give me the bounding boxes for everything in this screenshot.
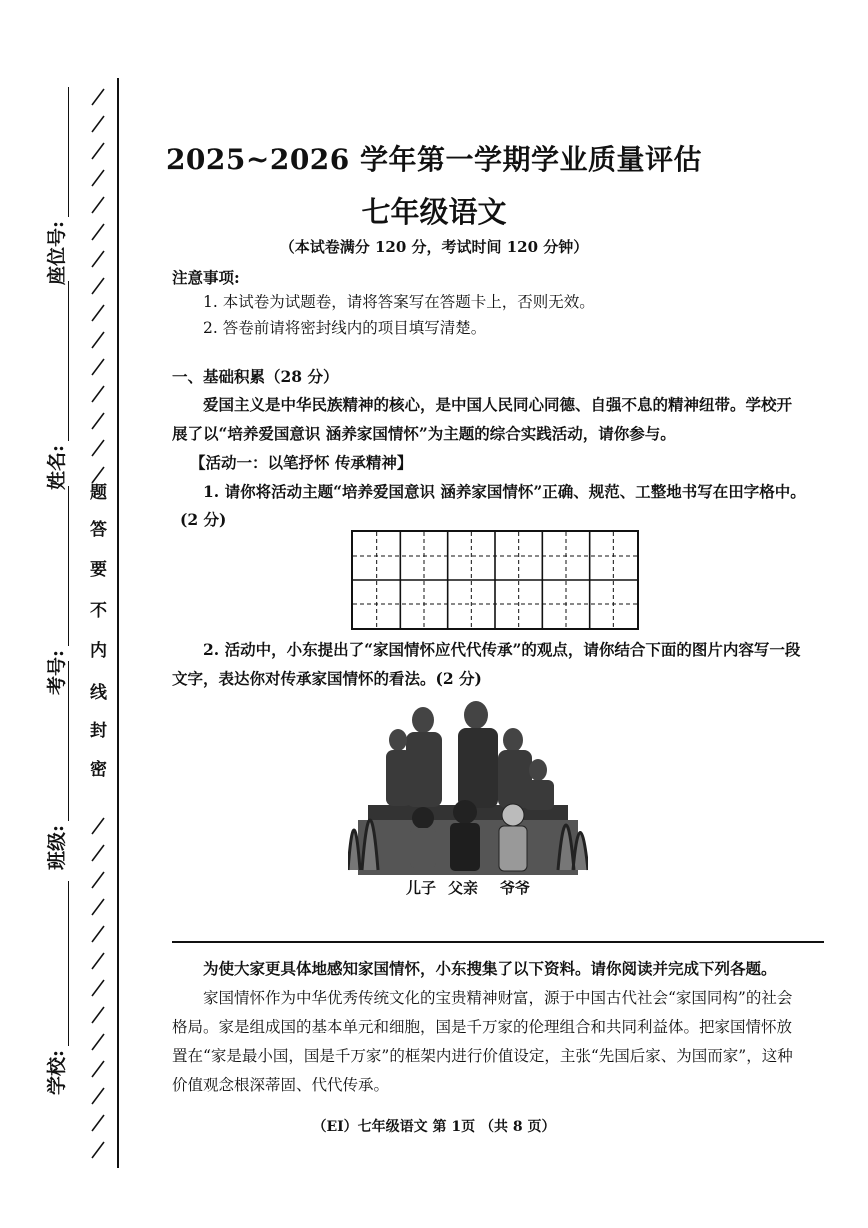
binding-slash	[92, 386, 104, 402]
reading-paragraph-line: 价值观念根深蒂固、代代传承。	[172, 1076, 390, 1094]
exam-number-label: 考号:	[46, 649, 68, 695]
school-field[interactable]	[42, 881, 69, 1095]
binding-slash	[92, 1142, 104, 1158]
tianzi-grid[interactable]	[351, 530, 639, 630]
binding-slash	[92, 980, 104, 996]
image-label: 父亲	[448, 879, 479, 897]
binding-slash	[92, 305, 104, 321]
exam-number-underline[interactable]	[50, 486, 69, 646]
school-underline[interactable]	[50, 881, 69, 1046]
exam-subtitle: 七年级语文	[361, 195, 507, 229]
reading-paragraph-line: 家国情怀作为中华优秀传统文化的宝贵精神财富，源于中国古代社会“家国同构”的社会	[203, 989, 793, 1007]
binding-slash	[92, 278, 104, 294]
exam-title: 2025~2026 学年第一学期学业质量评估	[165, 143, 703, 176]
seat-number-label: 座位号:	[46, 220, 68, 285]
seal-char: 内	[90, 641, 107, 661]
seal-char: 题	[90, 483, 107, 503]
binding-slash	[92, 818, 104, 834]
activity-heading: 【活动一：以笔抒怀 传承精神】	[190, 453, 413, 472]
name-underline[interactable]	[50, 281, 69, 441]
binding-slash	[92, 1034, 104, 1050]
reading-paragraph-line: 置在“家是最小国，国是千万家”的框架内进行价值设定，主张“先国后家、为国而家”，这种	[172, 1047, 793, 1065]
notes-heading: 注意事项:	[172, 268, 240, 287]
exam-info: （本试卷满分 120 分，考试时间 120 分钟）	[279, 238, 589, 256]
note-item: 2. 答卷前请将密封线内的项目填写清楚。	[203, 319, 487, 337]
binding-slash	[92, 899, 104, 915]
binding-slash	[92, 440, 104, 456]
memorial-illustration	[348, 700, 588, 875]
class-underline[interactable]	[50, 661, 69, 821]
binding-slash	[92, 413, 104, 429]
binding-slash	[92, 1007, 104, 1023]
binding-slash	[92, 953, 104, 969]
question-1-text: 1. 请你将活动主题“培养爱国意识 涵养家国情怀”正确、规范、工整地书写在田字格中。	[203, 482, 806, 501]
seal-char: 线	[90, 683, 107, 703]
class-field[interactable]	[42, 661, 69, 870]
class-label: 班级:	[46, 824, 68, 870]
binding-slash	[92, 89, 104, 105]
page-footer: （EI）七年级语文 第 1页 （共 8 页）	[312, 1119, 556, 1135]
binding-slash	[92, 359, 104, 375]
section-heading: 一、基础积累（28 分）	[172, 367, 339, 386]
reading-paragraph-line: 格局。家是组成国的基本单元和细胞，国是千万家的伦理组合和共同利益体。把家国情怀放	[172, 1018, 793, 1036]
seal-char: 密	[90, 760, 107, 780]
reading-intro: 为使大家更具体地感知家国情怀，小东搜集了以下资料。请你阅读并完成下列各题。	[203, 959, 777, 978]
question-1-score: (2 分)	[180, 510, 227, 529]
name-field[interactable]	[42, 281, 69, 490]
question-2-text: 文字，表达你对传承家国情怀的看法。(2 分)	[172, 669, 482, 688]
binding-slash	[92, 926, 104, 942]
tianzi-grid-lines	[353, 532, 637, 628]
image-label: 爷爷	[500, 879, 531, 897]
intro-text: 展了以“培养爱国意识 涵养家国情怀”为主题的综合实践活动，请你参与。	[172, 424, 676, 443]
seal-char: 封	[90, 721, 107, 741]
binding-slash	[92, 872, 104, 888]
seal-char: 不	[90, 601, 107, 621]
image-label: 儿子	[406, 879, 437, 897]
seal-char: 答	[90, 520, 107, 540]
school-label: 学校:	[46, 1049, 68, 1095]
binding-slash	[92, 845, 104, 861]
name-label: 姓名:	[46, 444, 68, 490]
intro-text: 爱国主义是中华民族精神的核心，是中国人民同心同德、自强不息的精神纽带。学校开	[203, 395, 793, 414]
seal-char: 要	[90, 560, 107, 580]
binding-slash	[92, 1088, 104, 1104]
note-item: 1. 本试卷为试题卷，请将答案写在答题卡上，否则无效。	[203, 293, 595, 311]
binding-slash	[92, 116, 104, 132]
binding-slash	[92, 1061, 104, 1077]
question-2-text: 2. 活动中，小东提出了“家国情怀应代代传承”的观点，请你结合下面的图片内容写一段	[203, 640, 801, 659]
section-divider	[172, 941, 824, 943]
binding-slash	[92, 332, 104, 348]
